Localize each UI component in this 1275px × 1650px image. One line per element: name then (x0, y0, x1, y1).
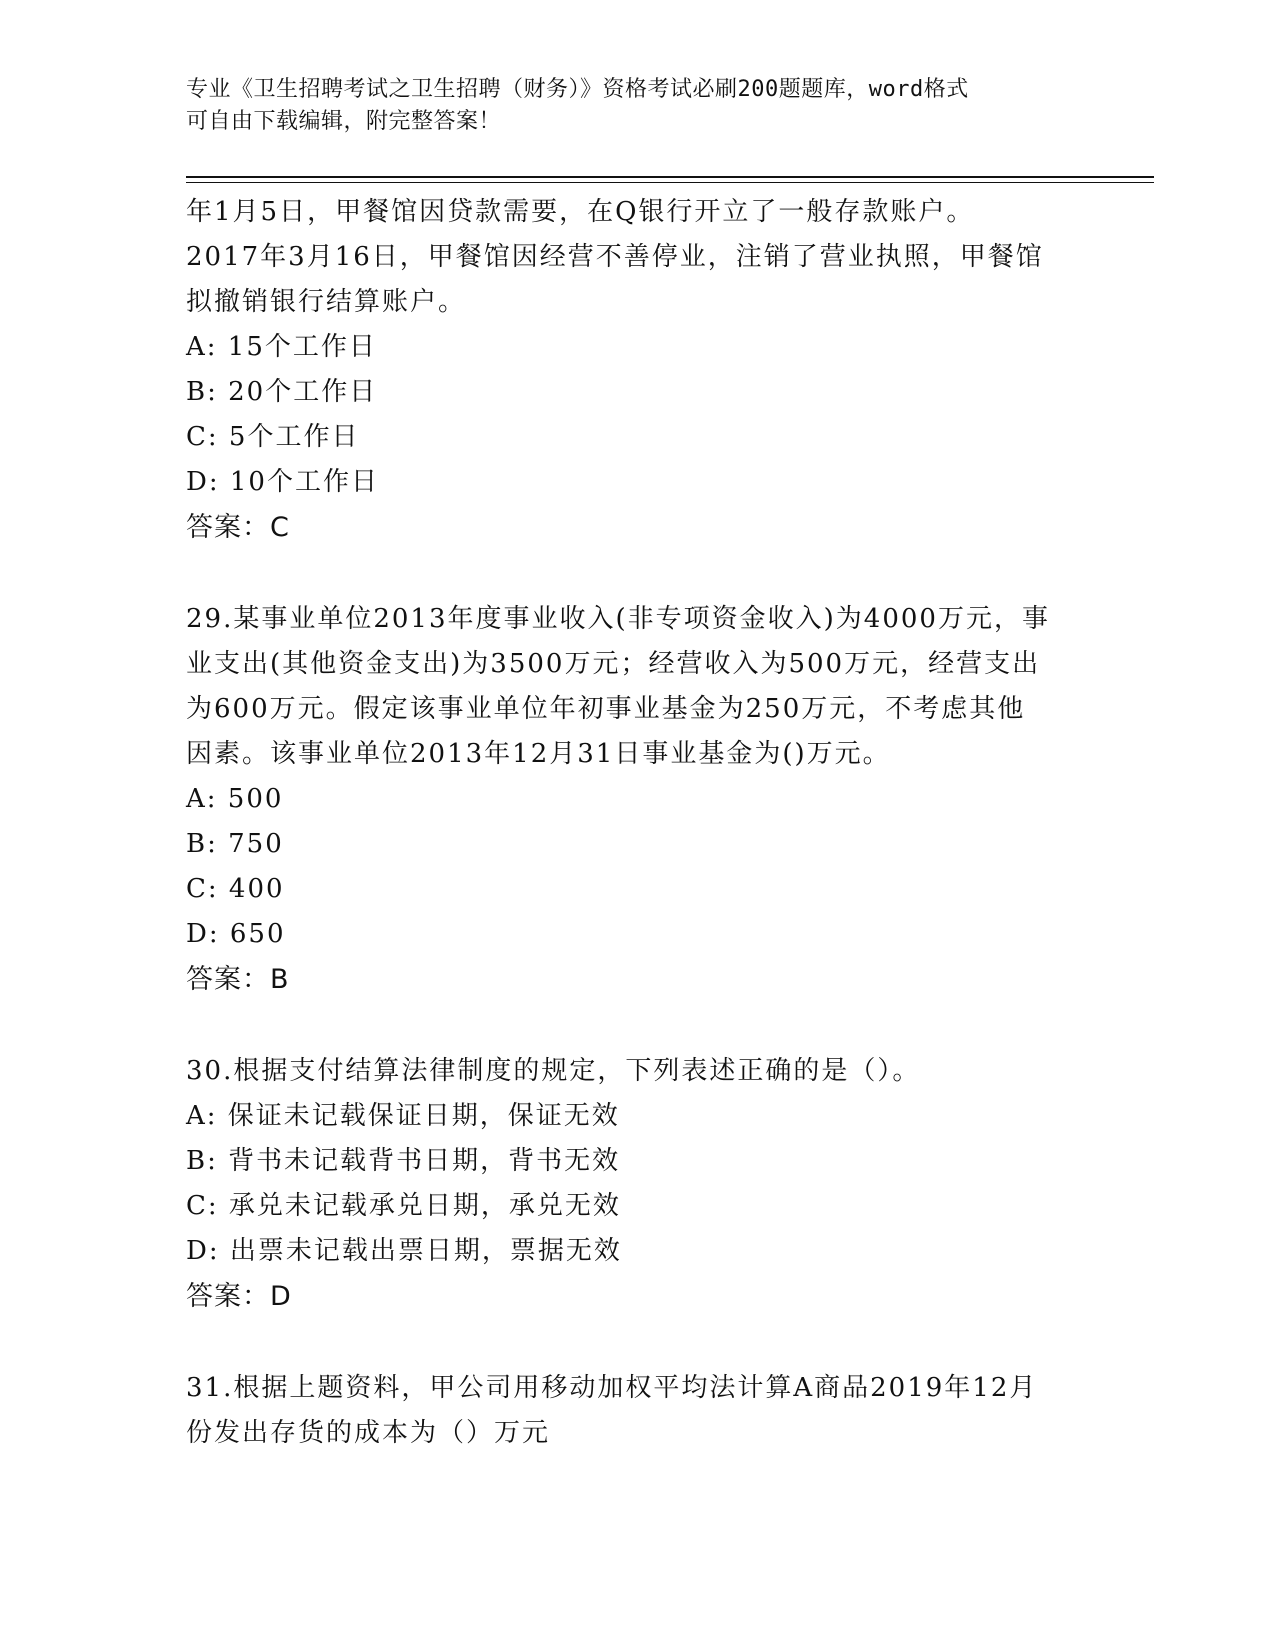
answer-line: 答案：B (186, 964, 290, 995)
header-line-2: 可自由下载编辑，附完整答案！ (186, 109, 502, 134)
question-stem-line: 30.根据支付结算法律制度的规定，下列表述正确的是（）。 (186, 1056, 921, 1086)
option-b: B: 背书未记载背书日期，背书无效 (186, 1146, 621, 1176)
option-a: A: 15个工作日 (186, 332, 377, 362)
question-stem-line: 为600万元。假定该事业单位年初事业基金为250万元，不考虑其他 (186, 694, 1026, 724)
document-body (186, 190, 1086, 1456)
spacer (186, 1319, 1086, 1366)
option-c: C: 5个工作日 (186, 422, 360, 452)
answer-line: 答案：C (186, 512, 290, 543)
option-d: D: 10个工作日 (186, 467, 379, 497)
question-stem-line: 拟撤销银行结算账户。 (186, 287, 467, 317)
question-stem-line: 因素。该事业单位2013年12月31日事业基金为()万元。 (186, 739, 891, 769)
question-31 (186, 1366, 1086, 1456)
option-b: B: 750 (186, 829, 284, 859)
question-stem-line: 2017年3月16日，甲餐馆因经营不善停业，注销了营业执照，甲餐馆 (186, 242, 1044, 272)
spacer (186, 1002, 1086, 1049)
question-stem-line: 份发出存货的成本为（）万元 (186, 1418, 551, 1448)
question-stem-line: 29.某事业单位2013年度事业收入(非专项资金收入)为4000万元，事 (186, 604, 1050, 634)
question-stem-line: 年1月5日，甲餐馆因贷款需要，在Q银行开立了一般存款账户。 (186, 197, 975, 227)
question-28 (186, 190, 1086, 550)
question-29 (186, 597, 1086, 1002)
question-30 (186, 1049, 1086, 1319)
option-b: B: 20个工作日 (186, 377, 378, 407)
header-divider-thick (186, 176, 1154, 178)
option-a: A: 保证未记载保证日期，保证无效 (186, 1101, 620, 1131)
option-c: C: 400 (186, 874, 285, 904)
question-stem-line: 31.根据上题资料，甲公司用移动加权平均法计算A商品2019年12月 (186, 1373, 1038, 1403)
header-divider-thin (186, 182, 1154, 183)
answer-line: 答案：D (186, 1281, 292, 1312)
spacer (186, 550, 1086, 597)
option-d: D: 出票未记载出票日期，票据无效 (186, 1236, 622, 1266)
option-d: D: 650 (186, 919, 286, 949)
document-header (186, 74, 1086, 138)
question-stem-line: 业支出(其他资金支出)为3500万元；经营收入为500万元，经营支出 (186, 649, 1041, 679)
option-c: C: 承兑未记载承兑日期，承兑无效 (186, 1191, 621, 1221)
option-a: A: 500 (186, 784, 284, 814)
header-line-1: 专业《卫生招聘考试之卫生招聘（财务）》资格考试必刷200题题库，word格式 (186, 77, 969, 102)
